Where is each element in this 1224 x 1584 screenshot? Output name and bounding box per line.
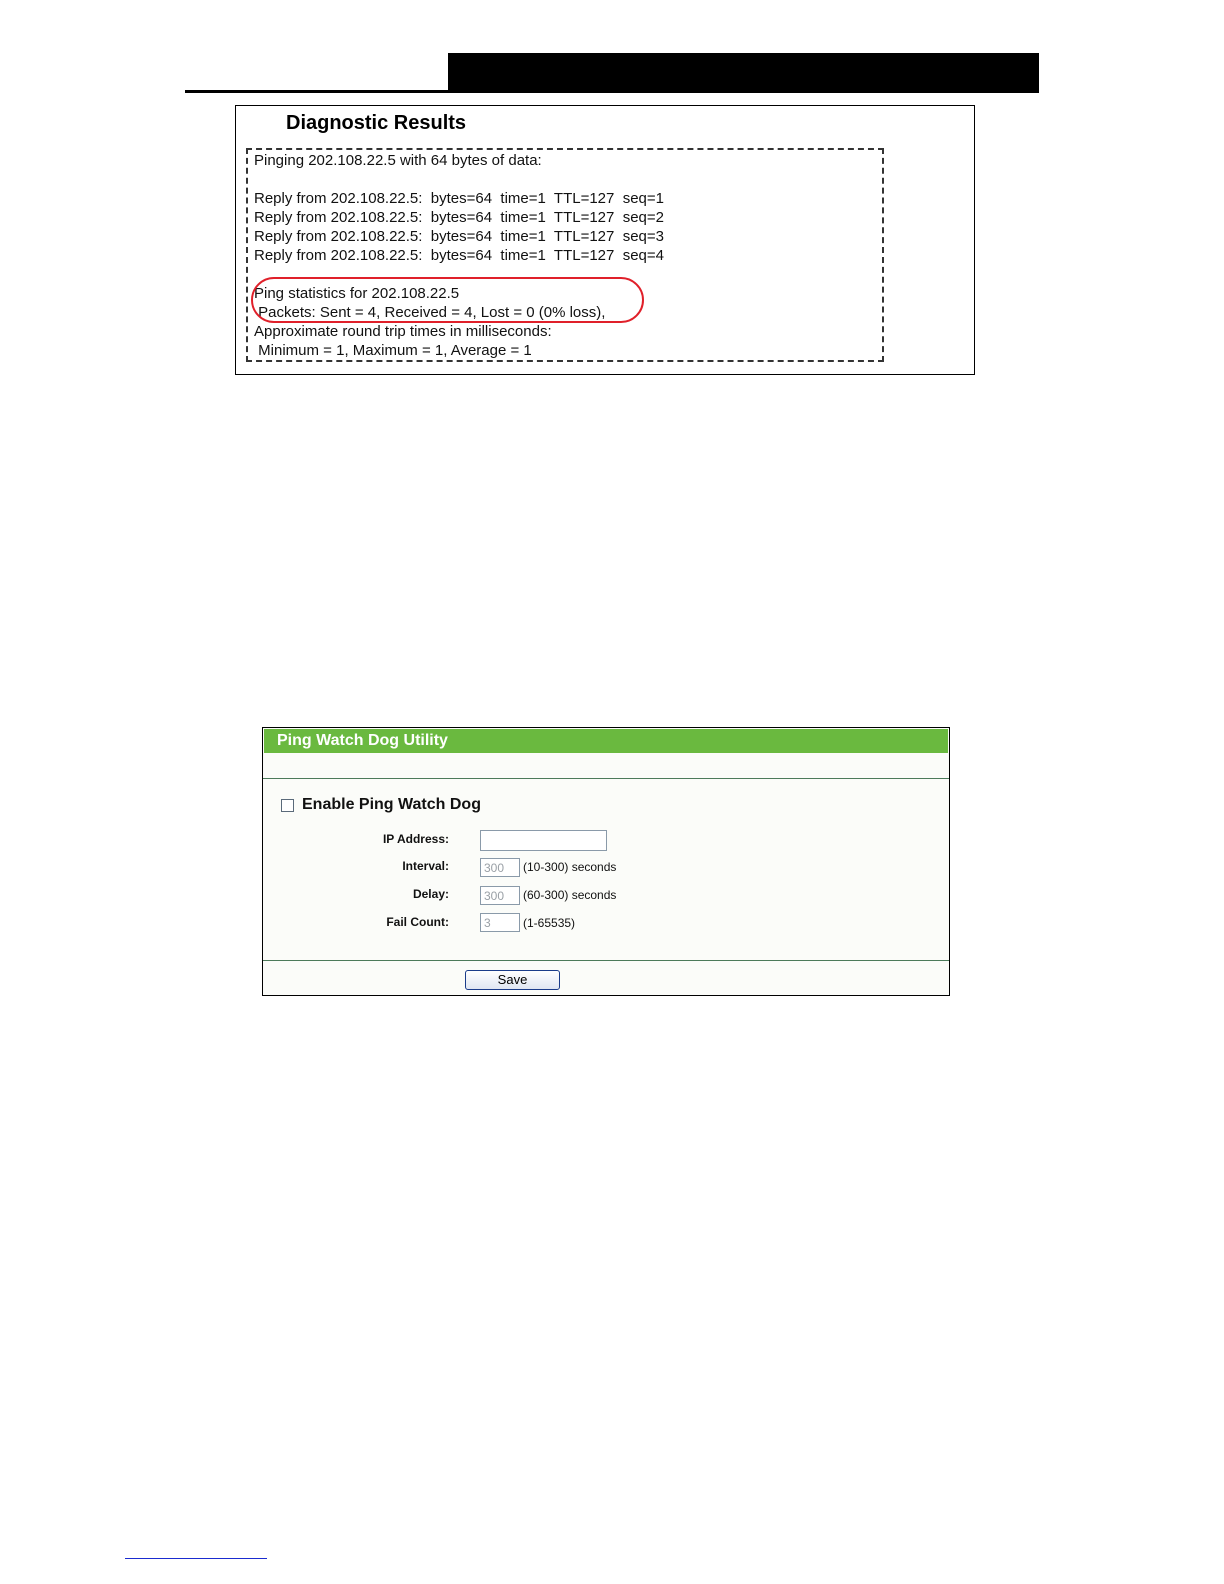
diagnostic-results-title: Diagnostic Results	[286, 112, 467, 134]
enable-ping-watch-dog-label: Enable Ping Watch Dog	[302, 796, 481, 813]
result-line: Reply from 202.108.22.5: bytes=64 time=1 TTL=127 seq=4	[254, 247, 664, 264]
statistics-highlight-ellipse	[251, 277, 644, 323]
result-line: Packets: Sent = 4, Received = 4, Lost = 0 (0% loss),	[254, 304, 606, 321]
delay-label: Delay:	[412, 887, 449, 901]
page-header-bar	[448, 53, 1039, 93]
result-line: Reply from 202.108.22.5: bytes=64 time=1 TTL=127 seq=1	[254, 190, 664, 207]
diagnostic-results-output	[246, 148, 884, 362]
interval-input[interactable]: 300	[480, 858, 520, 877]
result-line: Reply from 202.108.22.5: bytes=64 time=1 TTL=127 seq=2	[254, 209, 664, 226]
panel-title: Ping Watch Dog Utility	[264, 729, 948, 753]
diagnostic-results-panel	[235, 105, 975, 375]
result-line: Pinging 202.108.22.5 with 64 bytes of data:	[254, 152, 542, 169]
divider	[263, 960, 949, 961]
fail-count-label: Fail Count:	[386, 915, 449, 929]
ping-watch-dog-panel	[262, 727, 950, 996]
result-line: Ping statistics for 202.108.22.5	[254, 285, 460, 302]
delay-hint: (60-300) seconds	[523, 888, 617, 902]
divider	[263, 778, 949, 779]
save-button[interactable]: Save	[465, 970, 560, 990]
enable-row	[281, 796, 481, 814]
page-header-rule	[185, 90, 1039, 93]
interval-label: Interval:	[402, 859, 449, 873]
result-line: Reply from 202.108.22.5: bytes=64 time=1 TTL=127 seq=3	[254, 228, 664, 245]
ip-address-input[interactable]	[480, 830, 607, 851]
enable-ping-watch-dog-checkbox[interactable]	[281, 799, 294, 812]
delay-input[interactable]: 300	[480, 886, 520, 905]
interval-hint: (10-300) seconds	[523, 860, 617, 874]
fail-count-input[interactable]: 3	[480, 913, 520, 932]
result-line: Minimum = 1, Maximum = 1, Average = 1	[254, 342, 532, 359]
fail-count-hint: (1-65535)	[523, 916, 576, 930]
result-line: Approximate round trip times in milliseconds:	[254, 323, 552, 340]
footer-link-underline	[125, 1558, 267, 1559]
ip-address-label: IP Address:	[382, 832, 449, 846]
